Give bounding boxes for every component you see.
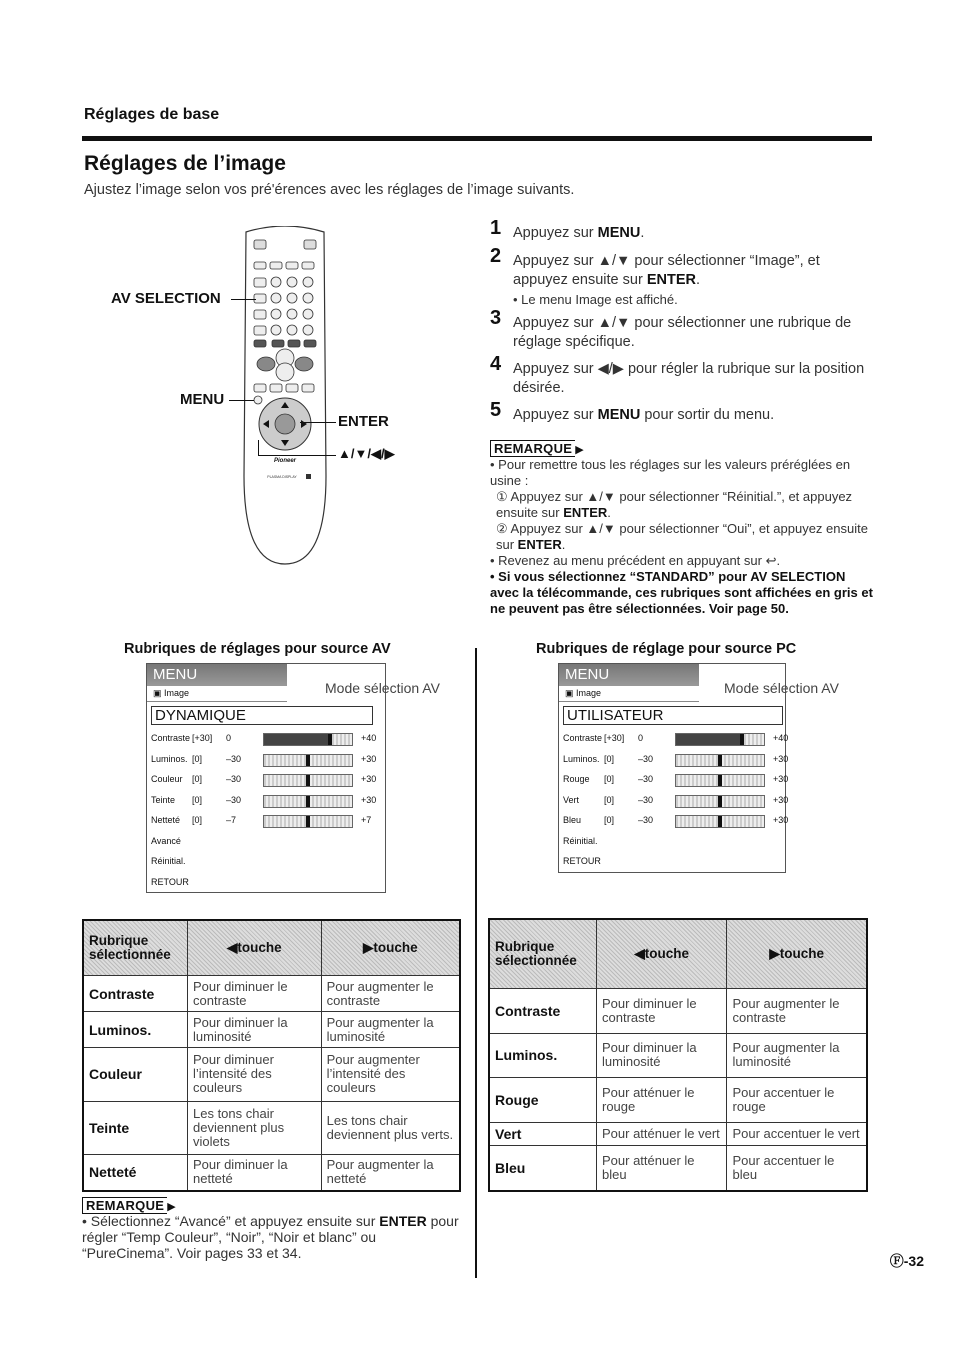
setting-max: +30 — [361, 774, 377, 784]
setting-name: Bleu — [563, 815, 582, 825]
setting-name: Luminos. — [563, 753, 600, 764]
setting-max: +30 — [773, 774, 789, 784]
av-heading: Rubriques de réglages pour source AV — [124, 641, 391, 657]
level-slider[interactable] — [675, 754, 765, 767]
level-slider[interactable] — [675, 774, 765, 787]
slider-fill — [676, 734, 742, 745]
table-row — [489, 1122, 867, 1145]
table-header: ◀touche — [188, 920, 322, 976]
table-cell: Pour diminuer l’intensité des couleurs — [188, 1048, 322, 1101]
menu-option[interactable]: Réinitial. — [151, 856, 186, 866]
setting-default: [0] — [192, 774, 203, 784]
menu-option[interactable]: Réinitial. — [563, 835, 598, 846]
callout-line — [258, 440, 259, 455]
table-cell: Pour atténuer le rouge — [597, 1078, 727, 1123]
setting-min: –30 — [226, 774, 242, 784]
setting-max: +30 — [773, 815, 789, 825]
setting-min: –30 — [638, 815, 654, 825]
column-divider — [475, 648, 477, 1278]
level-slider[interactable] — [263, 815, 353, 828]
menu-option[interactable]: RETOUR — [151, 876, 189, 887]
table-cell: Pour diminuer la luminosité — [597, 1033, 727, 1078]
page-number: Ⓕ-32 — [889, 1253, 924, 1269]
setting-min: –7 — [226, 815, 237, 825]
level-slider[interactable] — [675, 733, 765, 746]
av-menu-screen — [146, 663, 386, 893]
setting-row[interactable] — [147, 810, 385, 831]
mode-label: Mode sélection AV — [325, 680, 440, 696]
remark-note-av: • Sélectionnez “Avancé” et appuyez ensuite sur ENTER pour régler “Temp Couleur”, “Noir”, “Noir et blanc” ou “PureCinema”. Voir pages 33 et 34. — [82, 1213, 459, 1261]
setting-row[interactable] — [559, 769, 789, 790]
setting-default: [+30] — [604, 733, 625, 743]
section-header: Réglages de base — [84, 106, 220, 123]
callout-menu: MENU — [180, 391, 225, 408]
table-row — [489, 1033, 867, 1078]
slider-thumb[interactable] — [306, 816, 310, 827]
slider-thumb[interactable] — [740, 734, 744, 745]
setting-min: 0 — [226, 733, 232, 743]
setting-default: [0] — [604, 794, 615, 805]
row-label: Luminos. — [83, 1012, 188, 1048]
setting-row[interactable] — [147, 790, 385, 811]
intro-text: Ajustez l’image selon vos pré'érences avec les réglages de l’image suivants. — [84, 182, 575, 198]
setting-row[interactable] — [147, 728, 385, 749]
remark-label-top: REMARQUE ▶ — [490, 440, 584, 458]
table-cell: Les tons chair deviennent plus violets — [188, 1101, 322, 1154]
step-3: 3 Appuyez sur ▲/▼ pour sélectionner une rubrique de réglage spécifique. — [490, 307, 852, 350]
table-row — [83, 976, 460, 1012]
level-slider[interactable] — [263, 795, 353, 808]
slider-thumb[interactable] — [718, 775, 722, 786]
callout-line — [231, 299, 256, 300]
row-label: Bleu — [489, 1146, 597, 1191]
remote-brand: Pioneer — [273, 458, 297, 464]
table-cell: Pour augmenter le contraste — [727, 988, 867, 1033]
table-cell: Pour diminuer la luminosité — [188, 1012, 322, 1048]
remark-notes-top: • Pour remettre tous les réglages sur les valeurs préréglées en usine : ① Appuyez sur ▲/▼ pour sélectionner “Réinitial.”, et appuyez ensuite sur ENTER. ② Appuyez sur ▲/▼ pour sélectionner “Oui”, et appuyez ensuite sur ENTER. • Revenez au menu précédent en appuyant sur ↩. • Si vous sélectionnez “STANDARD” pour AV SELECTION avec la télécommande, ces rubriques sont affichées en gris et ne peuvent pas être sélectionnées. Voir page 50. — [490, 457, 873, 616]
step-5: 5 Appuyez sur MENU pour sortir du menu. — [490, 399, 775, 423]
menu-title: MENU — [559, 664, 699, 686]
setting-min: –30 — [638, 794, 654, 805]
step-1: 1 Appuyez sur MENU. — [490, 217, 645, 241]
level-slider[interactable] — [675, 795, 765, 808]
setting-min: 0 — [638, 733, 644, 743]
image-icon: ▣ — [153, 688, 162, 698]
level-slider[interactable] — [263, 754, 353, 767]
setting-max: +30 — [773, 794, 789, 805]
setting-min: –30 — [226, 753, 242, 764]
table-row — [83, 1048, 460, 1101]
table-cell: Pour augmenter l’intensité des couleurs — [321, 1048, 460, 1101]
setting-default: [+30] — [192, 733, 213, 743]
row-label: Teinte — [83, 1101, 188, 1154]
av-table — [82, 919, 461, 1192]
callout-av-selection: AV SELECTION — [111, 290, 221, 307]
setting-max: +40 — [773, 733, 789, 743]
mode-label: Mode sélection AV — [724, 680, 839, 696]
row-label: Couleur — [83, 1048, 188, 1101]
table-cell: Pour accentuer le bleu — [727, 1146, 867, 1191]
level-slider[interactable] — [263, 774, 353, 787]
table-row — [83, 1154, 460, 1191]
row-label: Rouge — [489, 1078, 597, 1123]
table-header: Rubrique sélectionnée — [489, 919, 597, 988]
setting-name: Contraste — [151, 733, 191, 743]
row-label: Vert — [489, 1122, 597, 1145]
setting-row[interactable] — [559, 749, 789, 770]
setting-default: [0] — [604, 774, 615, 784]
setting-name: Couleur — [151, 774, 183, 784]
setting-min: –30 — [638, 774, 654, 784]
page-title: Réglages de l’image — [84, 152, 286, 175]
table-row — [489, 1146, 867, 1191]
image-icon: ▣ — [565, 688, 574, 698]
slider-thumb[interactable] — [718, 755, 722, 766]
preset-label: UTILISATEUR — [563, 706, 783, 725]
setting-name: Teinte — [151, 794, 176, 805]
remote-control-illustration — [242, 226, 328, 566]
setting-name: Vert — [563, 794, 580, 805]
table-cell: Pour diminuer le contraste — [597, 988, 727, 1033]
slider-thumb[interactable] — [718, 816, 722, 827]
step-2: 2 Appuyez sur ▲/▼ pour sélectionner “Image”, et appuyez ensuite sur ENTER. • Le menu Image est affiché. — [490, 252, 875, 309]
level-slider[interactable] — [263, 733, 353, 746]
header-rule — [82, 136, 872, 141]
menu-item-image: Image — [576, 688, 602, 698]
setting-min: –30 — [638, 753, 654, 764]
table-cell: Pour accentuer le rouge — [727, 1078, 867, 1123]
remote-panel-label: PLASMA DISPLAY — [267, 475, 297, 479]
setting-name: Contraste — [563, 733, 603, 743]
table-cell: Pour atténuer le bleu — [597, 1146, 727, 1191]
menu-item-image: Image — [164, 688, 190, 698]
setting-row[interactable] — [147, 749, 385, 770]
step-2-note: • Le menu Image est affiché. — [513, 292, 678, 307]
table-row — [83, 1101, 460, 1154]
table-cell: Pour augmenter la luminosité — [727, 1033, 867, 1078]
table-cell: Pour augmenter le contraste — [321, 976, 460, 1012]
table-header: ▶touche — [727, 919, 867, 988]
callout-line — [258, 455, 336, 456]
row-label: Contraste — [489, 988, 597, 1033]
slider-thumb[interactable] — [306, 755, 310, 766]
setting-name: Luminos. — [151, 753, 188, 764]
table-cell: Pour augmenter la netteté — [321, 1154, 460, 1191]
setting-default: [0] — [192, 794, 203, 805]
remark-label-av: REMARQUE ▶ — [82, 1197, 176, 1215]
slider-fill — [264, 734, 330, 745]
callout-arrows: ▲/▼/◀/▶ — [338, 446, 395, 461]
setting-name: Netteté — [151, 815, 181, 825]
slider-thumb[interactable] — [718, 796, 722, 807]
setting-row[interactable] — [559, 810, 789, 831]
return-icon: ↩ — [765, 553, 777, 568]
row-label: Luminos. — [489, 1033, 597, 1078]
menu-option[interactable]: Avancé — [151, 835, 181, 846]
preset-label: DYNAMIQUE — [151, 706, 373, 725]
table-cell: Les tons chair deviennent plus verts. — [321, 1101, 460, 1154]
pc-heading: Rubriques de réglage pour source PC — [536, 641, 797, 657]
callout-line — [229, 400, 254, 401]
setting-max: +40 — [361, 733, 377, 743]
setting-min: –30 — [226, 794, 242, 805]
setting-max: +30 — [361, 794, 377, 805]
pc-table — [488, 918, 868, 1192]
table-header: ◀touche — [597, 919, 727, 988]
menu-title: MENU — [147, 664, 287, 686]
table-header: ▶touche — [321, 920, 460, 976]
table-row — [489, 1078, 867, 1123]
slider-thumb[interactable] — [328, 734, 332, 745]
slider-thumb[interactable] — [306, 796, 310, 807]
table-row — [489, 988, 867, 1033]
setting-name: Rouge — [563, 774, 590, 784]
table-cell: Pour diminuer le contraste — [188, 976, 322, 1012]
table-cell: Pour diminuer la netteté — [188, 1154, 322, 1191]
setting-default: [0] — [192, 753, 203, 764]
table-cell: Pour accentuer le vert — [727, 1122, 867, 1145]
table-header: Rubrique sélectionnée — [83, 920, 188, 976]
table-cell: Pour atténuer le vert — [597, 1122, 727, 1145]
setting-row[interactable] — [147, 769, 385, 790]
callout-line — [300, 422, 336, 423]
table-row — [83, 1012, 460, 1048]
setting-default: [0] — [192, 815, 203, 825]
row-label: Netteté — [83, 1154, 188, 1191]
setting-row[interactable] — [559, 790, 789, 811]
setting-max: +7 — [361, 815, 372, 825]
setting-default: [0] — [604, 753, 615, 764]
setting-row[interactable] — [559, 728, 789, 749]
row-label: Contraste — [83, 976, 188, 1012]
callout-enter: ENTER — [338, 413, 389, 430]
table-cell: Pour augmenter la luminosité — [321, 1012, 460, 1048]
step-4: 4 Appuyez sur ◀/▶ pour régler la rubrique sur la position désirée. — [490, 353, 865, 396]
menu-option[interactable]: RETOUR — [563, 856, 601, 866]
slider-thumb[interactable] — [306, 775, 310, 786]
setting-default: [0] — [604, 815, 615, 825]
setting-max: +30 — [773, 753, 789, 764]
level-slider[interactable] — [675, 815, 765, 828]
setting-max: +30 — [361, 753, 377, 764]
